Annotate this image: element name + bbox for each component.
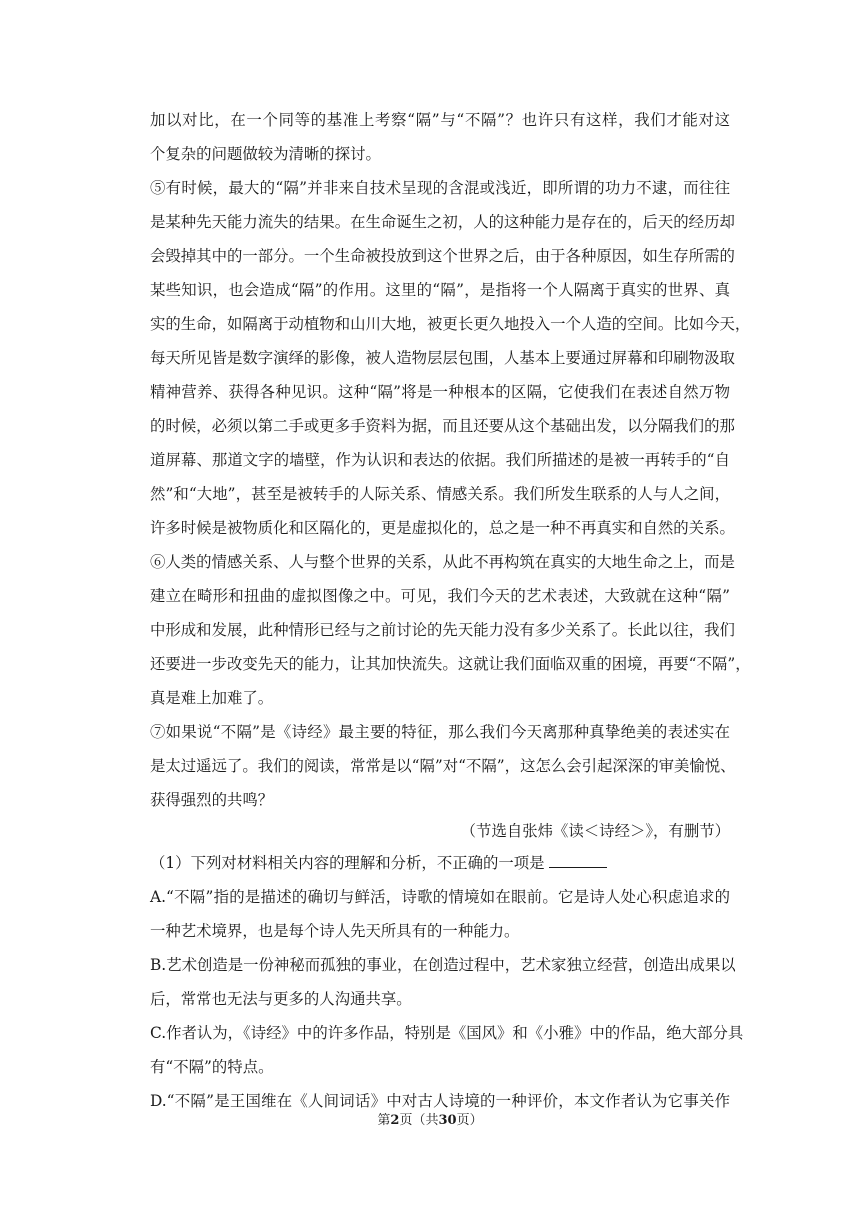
option-line: 有“不隔”的特点。 — [150, 1058, 274, 1076]
passage-line: 然”和“大地”，甚至是被转手的人际关系、情感关系。我们所发生联系的人与人之间， — [150, 485, 730, 503]
passage-line: 会毁掉其中的一部分。一个生命被投放到这个世界之后，由于各种原因，如生存所需的 — [150, 247, 735, 265]
passage-line: ⑥人类的情感关系、人与整个世界的关系，从此不再构筑在真实的大地生命之上，而是 — [150, 553, 735, 571]
passage-line: 还要进一步改变先天的能力，让其加快流失。这就让我们面临双重的困境，再要“不隔”， — [150, 655, 751, 673]
option-line: C.作者认为，《诗经》中的许多作品，特别是《国风》和《小雅》中的作品，绝大部分具 — [150, 1024, 744, 1042]
passage-line: 每天所见皆是数字演绎的影像，被人造物层层包围，人基本上要通过屏幕和印刷物汲取 — [150, 349, 735, 367]
footer-suffix: 页） — [456, 1113, 483, 1128]
passage-line: 中形成和发展，此种情形已经与之前讨论的先天能力没有多少关系了。长此以往，我们 — [150, 621, 735, 639]
passage-line: 加以对比，在一个同等的基准上考察“隔”与“不隔”？也许只有这样，我们才能对这 — [150, 111, 730, 129]
passage-line: 是某种先天能力流失的结果。在生命诞生之初，人的这种能力是存在的，后天的经历却 — [150, 213, 735, 231]
footer-middle: 页（共 — [399, 1113, 439, 1128]
source-attribution: （节选自张炜《读＜诗经＞》，有删节） — [460, 822, 730, 840]
passage-line: 真是难上加难了。 — [150, 689, 274, 707]
passage-line: ⑤有时候，最大的“隔”并非来自技术呈现的含混或浅近，即所谓的功力不逮，而往往 — [150, 179, 730, 197]
footer-prefix: 第 — [377, 1113, 391, 1128]
page-number-footer — [0, 1112, 860, 1130]
footer-page: 2 — [390, 1113, 400, 1128]
question-stem-text: （1）下列对材料相关内容的理解和分析，不正确的一项是 — [150, 854, 545, 872]
passage-line: 是太过遥远了。我们的阅读，常常是以“隔”对“不隔”，这怎么会引起深深的审美愉悦、 — [150, 757, 736, 775]
footer-total: 30 — [438, 1113, 457, 1128]
option-line: B.艺术创造是一份神秘而孤独的事业，在创造过程中，艺术家独立经营，创造出成果以 — [150, 956, 736, 974]
passage-line: 某些知识，也会造成“隔”的作用。这里的“隔”，是指将一个人隔离于真实的世界、真 — [150, 281, 730, 299]
passage-line: 精神营养、获得各种见识。这种“隔”将是一种根本的区隔，它使我们在表述自然万物 — [150, 383, 730, 401]
passage-line: 获得强烈的共鸣？ — [150, 791, 274, 809]
passage-line: 实的生命，如隔离于动植物和山川大地，被更长更久地投入一个人造的空间。比如今天， — [150, 315, 751, 333]
passage-line: 建立在畸形和扭曲的虚拟图像之中。可见，我们今天的艺术表述，大致就在这种“隔” — [150, 587, 730, 605]
question-stem — [150, 849, 730, 877]
passage-line: ⑦如果说“不隔”是《诗经》最主要的特征，那么我们今天离那种真挚绝美的表述实在 — [150, 723, 730, 741]
option-line: 后，常常也无法与更多的人沟通共享。 — [150, 990, 412, 1008]
option-line: 一种艺术境界，也是每个诗人先天所具有的一种能力。 — [150, 922, 520, 940]
answer-blank — [549, 849, 607, 868]
option-line: A.“不隔”指的是描述的确切与鲜活，诗歌的情境如在眼前。它是诗人处心积虑追求的 — [150, 888, 730, 906]
passage-line: 个复杂的问题做较为清晰的探讨。 — [150, 145, 381, 163]
passage-line: 道屏幕、那道文字的墙壁，作为认识和表达的依据。我们所描述的是被一再转手的“自 — [150, 451, 730, 469]
option-line: D.“不隔”是王国维在《人间词话》中对古人诗境的一种评价，本文作者认为它事关作 — [150, 1092, 730, 1110]
passage-line: 许多时候是被物质化和区隔化的，更是虚拟化的，总之是一种不再真实和自然的关系。 — [150, 519, 735, 537]
passage-line: 的时候，必须以第二手或更多手资料为据，而且还要从这个基础出发，以分隔我们的那 — [150, 417, 735, 435]
